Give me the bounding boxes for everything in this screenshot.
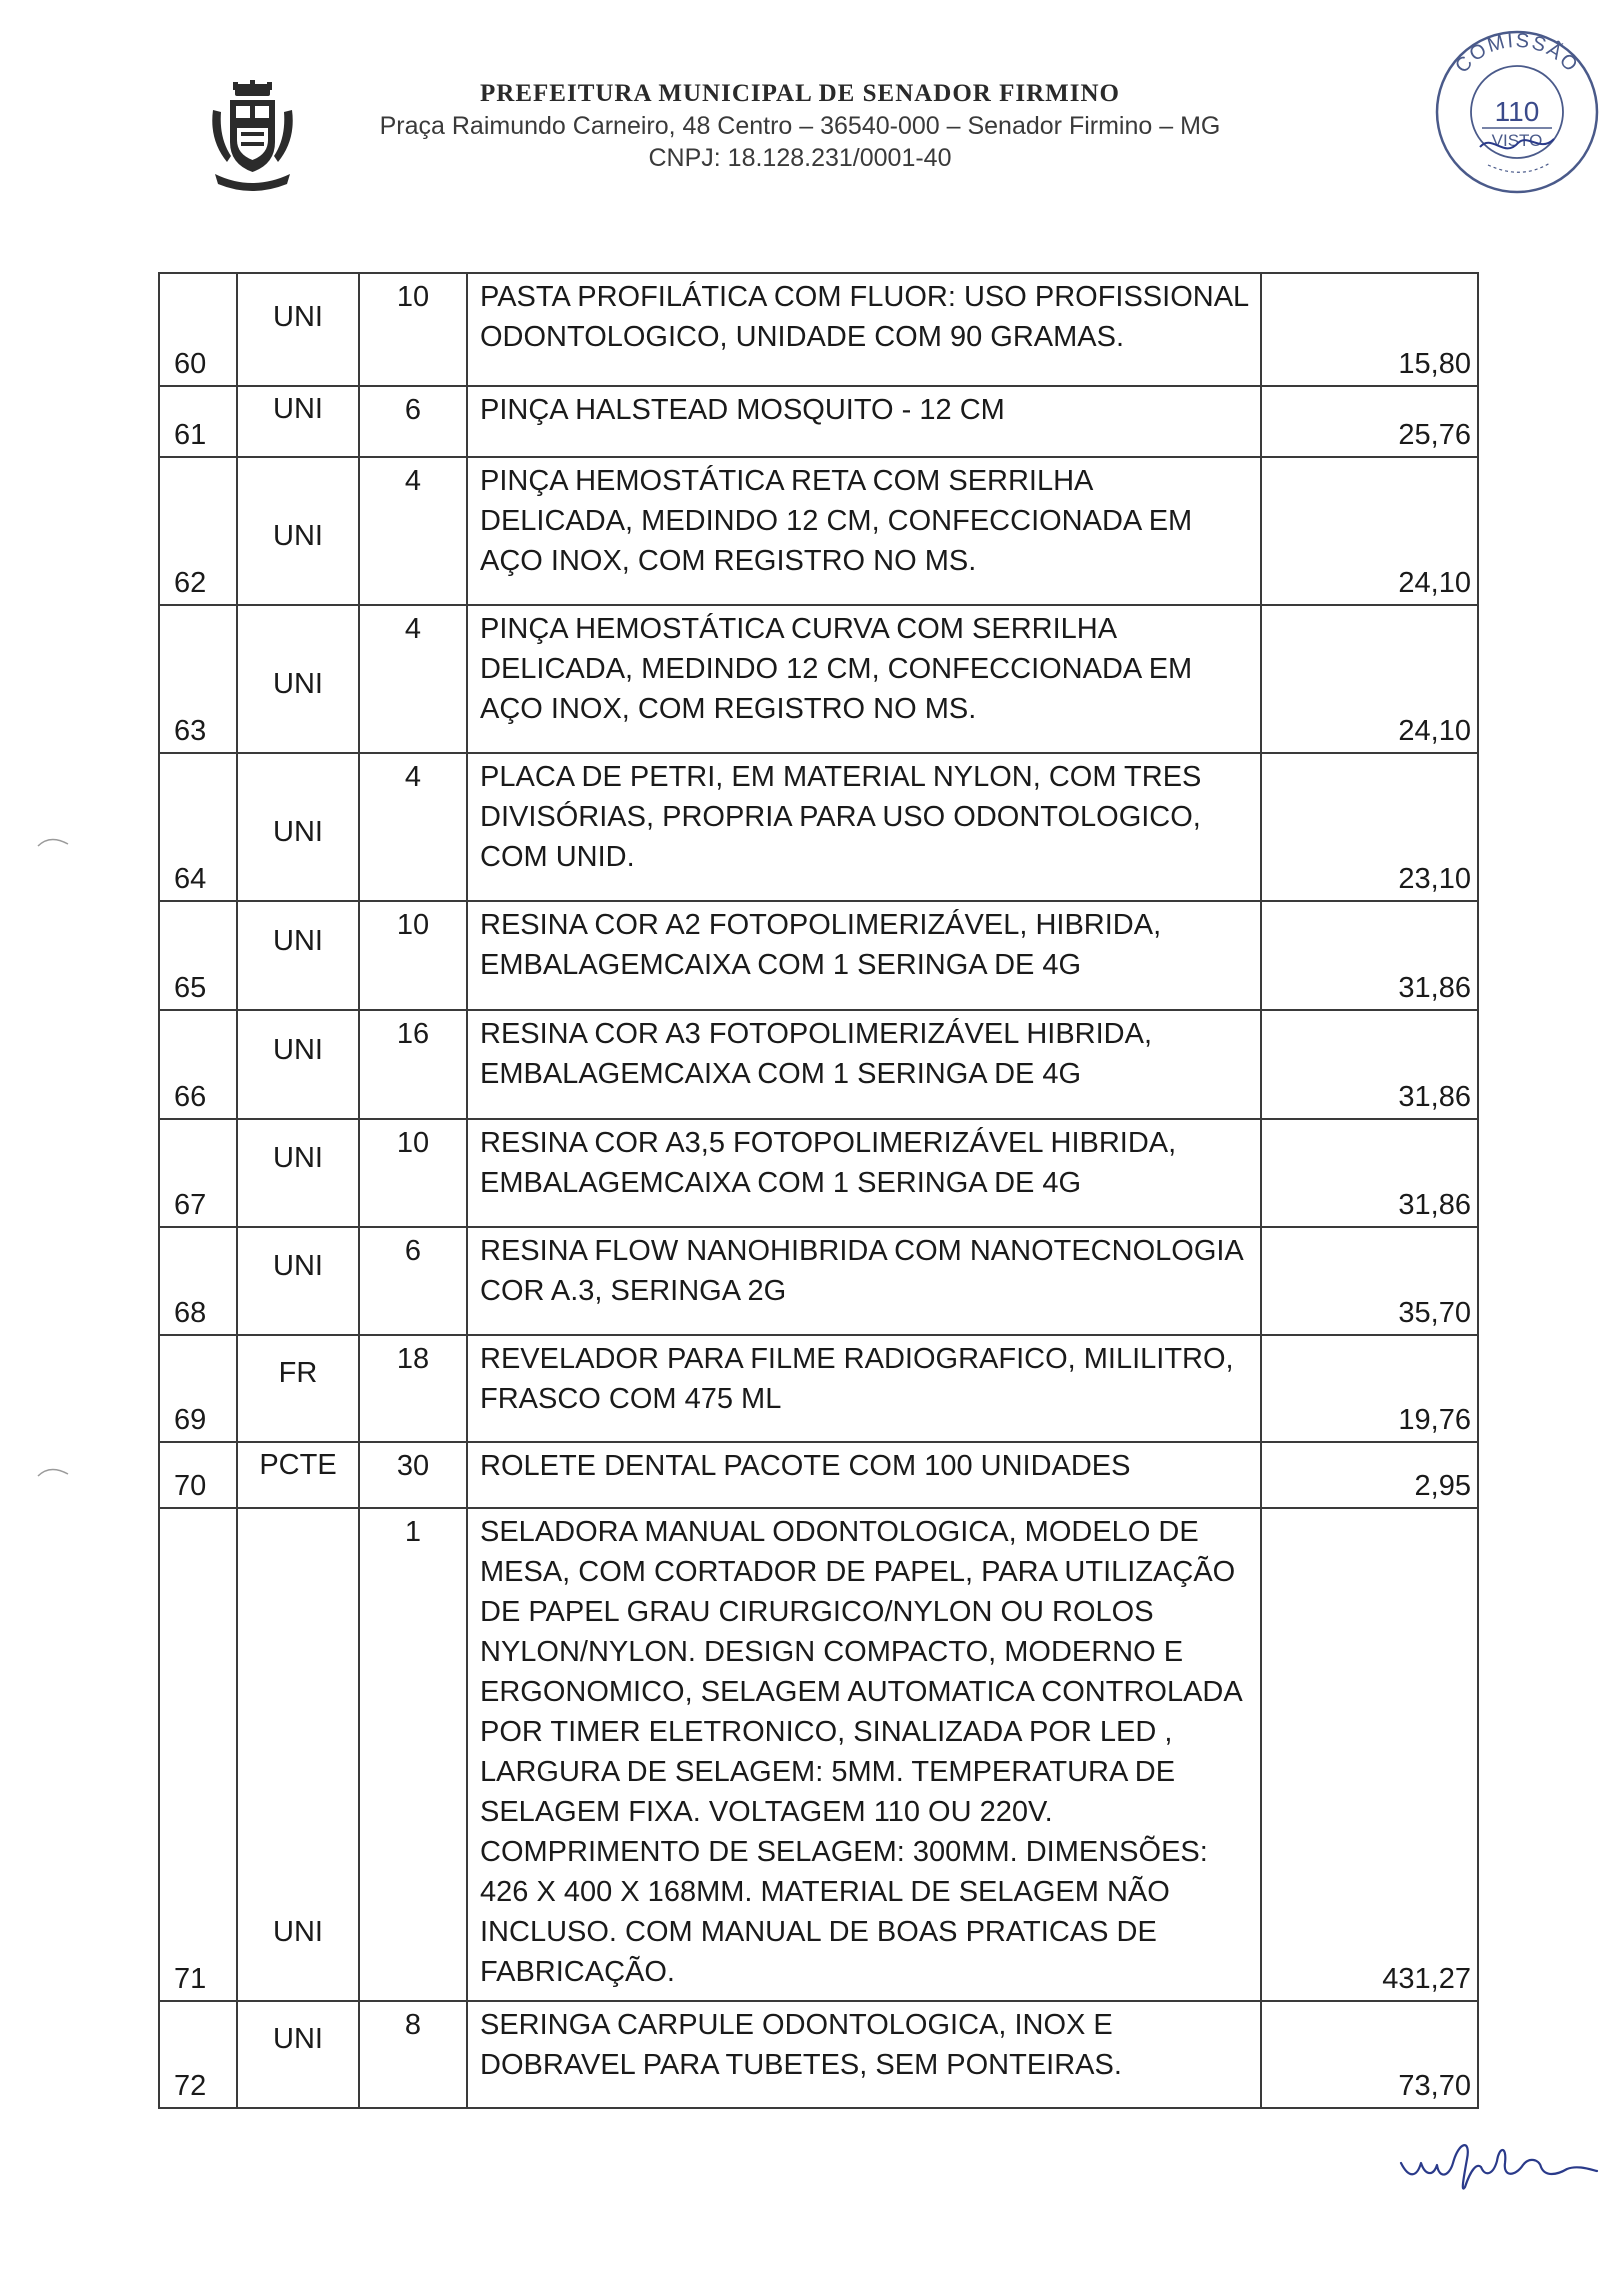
quantity-cell — [359, 2001, 467, 2108]
item-number: 63 — [174, 715, 207, 747]
unit-price: 431,27 — [1382, 1963, 1471, 1995]
letterhead — [0, 29, 1600, 200]
description-cell — [467, 901, 1261, 1010]
price-cell — [1261, 457, 1478, 605]
description-cell — [467, 1442, 1261, 1508]
table-row — [159, 1442, 1478, 1508]
item-number-cell — [159, 605, 237, 753]
description-cell — [467, 1508, 1261, 2001]
table-row — [159, 1227, 1478, 1335]
unit-price: 23,10 — [1398, 863, 1471, 895]
unit-cell — [237, 753, 359, 901]
table-row — [159, 273, 1478, 386]
price-cell — [1261, 1442, 1478, 1508]
unit-cell — [237, 1010, 359, 1119]
description-cell — [467, 273, 1261, 386]
item-number-cell — [159, 457, 237, 605]
table-row — [159, 753, 1478, 901]
unit-price: 15,80 — [1398, 348, 1471, 380]
unit-value: UNI — [273, 1916, 323, 1948]
table-row — [159, 457, 1478, 605]
description-cell — [467, 1227, 1261, 1335]
unit-price: 31,86 — [1398, 1081, 1471, 1113]
unit-value: UNI — [273, 301, 323, 333]
unit-cell — [237, 2001, 359, 2108]
quantity-value: 30 — [396, 1450, 430, 1482]
cnpj-line: CNPJ: 18.128.231/0001-40 — [648, 144, 952, 172]
quantity-value: 6 — [404, 394, 422, 426]
table-row — [159, 386, 1478, 457]
stamp-visto: VISTO — [1491, 131, 1543, 150]
unit-cell — [237, 1508, 359, 2001]
table-row — [159, 1010, 1478, 1119]
unit-value: UNI — [273, 668, 323, 700]
table-row — [159, 1119, 1478, 1227]
handwritten-signature — [1395, 2125, 1600, 2195]
quantity-cell — [359, 901, 467, 1010]
address-line: Praça Raimundo Carneiro, 48 Centro – 36540-000 – Senador Firmino – MG — [379, 112, 1221, 140]
unit-value: PCTE — [259, 1449, 337, 1481]
unit-price: 2,95 — [1414, 1470, 1471, 1502]
item-number: 60 — [174, 348, 207, 380]
item-description: REVELADOR PARA FILME RADIOGRAFICO, MILILITRO, FRASCO COM 475 ML — [480, 1343, 1234, 1415]
item-number-cell — [159, 1010, 237, 1119]
unit-cell — [237, 457, 359, 605]
quantity-value: 4 — [404, 465, 422, 497]
stamp-label: COMISSÃO — [1451, 29, 1583, 78]
unit-value: UNI — [273, 393, 323, 425]
unit-price: 19,76 — [1398, 1404, 1471, 1436]
description-cell — [467, 605, 1261, 753]
item-number-cell — [159, 273, 237, 386]
unit-cell — [237, 273, 359, 386]
unit-cell — [237, 901, 359, 1010]
description-cell — [467, 1010, 1261, 1119]
unit-value: UNI — [273, 520, 323, 552]
quantity-cell — [359, 273, 467, 386]
item-number-cell — [159, 1442, 237, 1508]
table-row — [159, 1335, 1478, 1442]
organization-name: PREFEITURA MUNICIPAL DE SENADOR FIRMINO — [480, 80, 1120, 107]
item-number-cell — [159, 2001, 237, 2108]
item-description: PLACA DE PETRI, EM MATERIAL NYLON, COM TRES DIVISÓRIAS, PROPRIA PARA USO ODONTOLOGICO, COM UNID. — [480, 761, 1202, 873]
unit-value: UNI — [273, 2023, 323, 2055]
quantity-value: 6 — [404, 1235, 422, 1267]
description-cell — [467, 1119, 1261, 1227]
item-number: 62 — [174, 567, 207, 599]
item-description: RESINA FLOW NANOHIBRIDA COM NANOTECNOLOGIA COR A.3, SERINGA 2G — [480, 1235, 1243, 1307]
unit-value: UNI — [273, 925, 323, 957]
item-description: PINÇA HALSTEAD MOSQUITO - 12 CM — [480, 394, 1005, 426]
quantity-cell — [359, 1335, 467, 1442]
quantity-cell — [359, 1508, 467, 2001]
price-cell — [1261, 1010, 1478, 1119]
quantity-value: 10 — [396, 1127, 430, 1159]
quantity-cell — [359, 1442, 467, 1508]
quantity-value: 8 — [404, 2009, 422, 2041]
stamp-number: 110 — [1494, 96, 1540, 127]
quantity-cell — [359, 457, 467, 605]
item-number-cell — [159, 901, 237, 1010]
item-description: PASTA PROFILÁTICA COM FLUOR: USO PROFISSIONAL ODONTOLOGICO, UNIDADE COM 90 GRAMAS. — [480, 281, 1249, 353]
item-description: SELADORA MANUAL ODONTOLOGICA, MODELO DE MESA, COM CORTADOR DE PAPEL, PARA UTILIZAÇÃO DE PAPEL GRAU CIRURGICO/NYLON OU ROLOS NYLON/NYLON. DESIGN COMPACTO, MODERNO E ERGONOMICO, SELAGEM AUTOMATICA CONTROLADA POR TIMER ELETRONICO, SINALIZADA POR LED , LARGURA DE SELAGEM: 5MM. TEMPERATURA DE SELAGEM FIXA. VOLTAGEM 110 OU 220V. COMPRIMENTO DE SELAGEM: 300MM. DIMENSÕES: 426 X 400 X 168MM. MATERIAL DE SELAGEM NÃO INCLUSO. COM MANUAL DE BOAS PRATICAS DE FABRICAÇÃO. — [480, 1516, 1242, 1988]
unit-cell — [237, 1119, 359, 1227]
description-cell — [467, 386, 1261, 457]
price-cell — [1261, 386, 1478, 457]
quantity-value: 1 — [404, 1516, 422, 1548]
quantity-value: 10 — [396, 281, 430, 313]
table-row — [159, 2001, 1478, 2108]
item-description: SERINGA CARPULE ODONTOLOGICA, INOX E DOBRAVEL PARA TUBETES, SEM PONTEIRAS. — [480, 2009, 1122, 2081]
price-cell — [1261, 2001, 1478, 2108]
item-description: RESINA COR A3,5 FOTOPOLIMERIZÁVEL HIBRIDA, EMBALAGEMCAIXA COM 1 SERINGA DE 4G — [480, 1127, 1177, 1199]
unit-price: 24,10 — [1398, 567, 1471, 599]
item-number: 64 — [174, 863, 207, 895]
item-number: 70 — [174, 1470, 207, 1502]
description-cell — [467, 457, 1261, 605]
unit-price: 31,86 — [1398, 972, 1471, 1004]
item-number: 72 — [174, 2070, 207, 2102]
unit-cell — [237, 1335, 359, 1442]
unit-value: FR — [278, 1357, 318, 1389]
item-number: 67 — [174, 1189, 207, 1221]
unit-price: 73,70 — [1398, 2070, 1471, 2102]
items-table — [158, 272, 1479, 2109]
item-number: 68 — [174, 1297, 207, 1329]
unit-cell — [237, 1227, 359, 1335]
svg-text:COMISSÃO — [1451, 30, 1583, 78]
quantity-cell — [359, 1227, 467, 1335]
price-cell — [1261, 1119, 1478, 1227]
margin-mark-icon — [36, 836, 70, 848]
unit-price: 25,76 — [1398, 419, 1471, 451]
price-cell — [1261, 753, 1478, 901]
item-description: PINÇA HEMOSTÁTICA RETA COM SERRILHA DELICADA, MEDINDO 12 CM, CONFECCIONADA EM AÇO INOX, COM REGISTRO NO MS. — [480, 465, 1193, 577]
price-cell — [1261, 273, 1478, 386]
quantity-cell — [359, 605, 467, 753]
quantity-cell — [359, 1119, 467, 1227]
unit-value: UNI — [273, 1142, 323, 1174]
quantity-value: 16 — [396, 1018, 430, 1050]
description-cell — [467, 753, 1261, 901]
unit-price: 31,86 — [1398, 1189, 1471, 1221]
unit-value: UNI — [273, 1034, 323, 1066]
item-number-cell — [159, 753, 237, 901]
unit-price: 24,10 — [1398, 715, 1471, 747]
unit-cell — [237, 605, 359, 753]
item-description: RESINA COR A2 FOTOPOLIMERIZÁVEL, HIBRIDA, EMBALAGEMCAIXA COM 1 SERINGA DE 4G — [480, 909, 1162, 981]
quantity-value: 4 — [404, 613, 422, 645]
item-number: 69 — [174, 1404, 207, 1436]
item-number-cell — [159, 386, 237, 457]
unit-value: UNI — [273, 816, 323, 848]
unit-value: UNI — [273, 1250, 323, 1282]
quantity-cell — [359, 753, 467, 901]
quantity-cell — [359, 386, 467, 457]
item-description: ROLETE DENTAL PACOTE COM 100 UNIDADES — [480, 1450, 1131, 1482]
description-cell — [467, 2001, 1261, 2108]
quantity-value: 4 — [404, 761, 422, 793]
unit-cell — [237, 1442, 359, 1508]
table-row — [159, 605, 1478, 753]
price-cell — [1261, 1508, 1478, 2001]
price-cell — [1261, 1335, 1478, 1442]
item-number-cell — [159, 1335, 237, 1442]
quantity-cell — [359, 1010, 467, 1119]
table-row — [159, 901, 1478, 1010]
item-number: 61 — [174, 419, 207, 451]
price-cell — [1261, 901, 1478, 1010]
commission-stamp — [1430, 25, 1600, 200]
item-description: PINÇA HEMOSTÁTICA CURVA COM SERRILHA DELICADA, MEDINDO 12 CM, CONFECCIONADA EM AÇO INOX, COM REGISTRO NO MS. — [480, 613, 1193, 725]
margin-mark-icon — [36, 1466, 70, 1478]
item-number: 65 — [174, 972, 207, 1004]
description-cell — [467, 1335, 1261, 1442]
unit-cell — [237, 386, 359, 457]
item-number-cell — [159, 1119, 237, 1227]
item-number: 71 — [174, 1963, 207, 1995]
item-description: RESINA COR A3 FOTOPOLIMERIZÁVEL HIBRIDA, EMBALAGEMCAIXA COM 1 SERINGA DE 4G — [480, 1018, 1152, 1090]
table-row — [159, 1508, 1478, 2001]
item-number: 66 — [174, 1081, 207, 1113]
price-cell — [1261, 605, 1478, 753]
unit-price: 35,70 — [1398, 1297, 1471, 1329]
quantity-value: 10 — [396, 909, 430, 941]
quantity-value: 18 — [396, 1343, 430, 1375]
price-cell — [1261, 1227, 1478, 1335]
item-number-cell — [159, 1508, 237, 2001]
item-number-cell — [159, 1227, 237, 1335]
